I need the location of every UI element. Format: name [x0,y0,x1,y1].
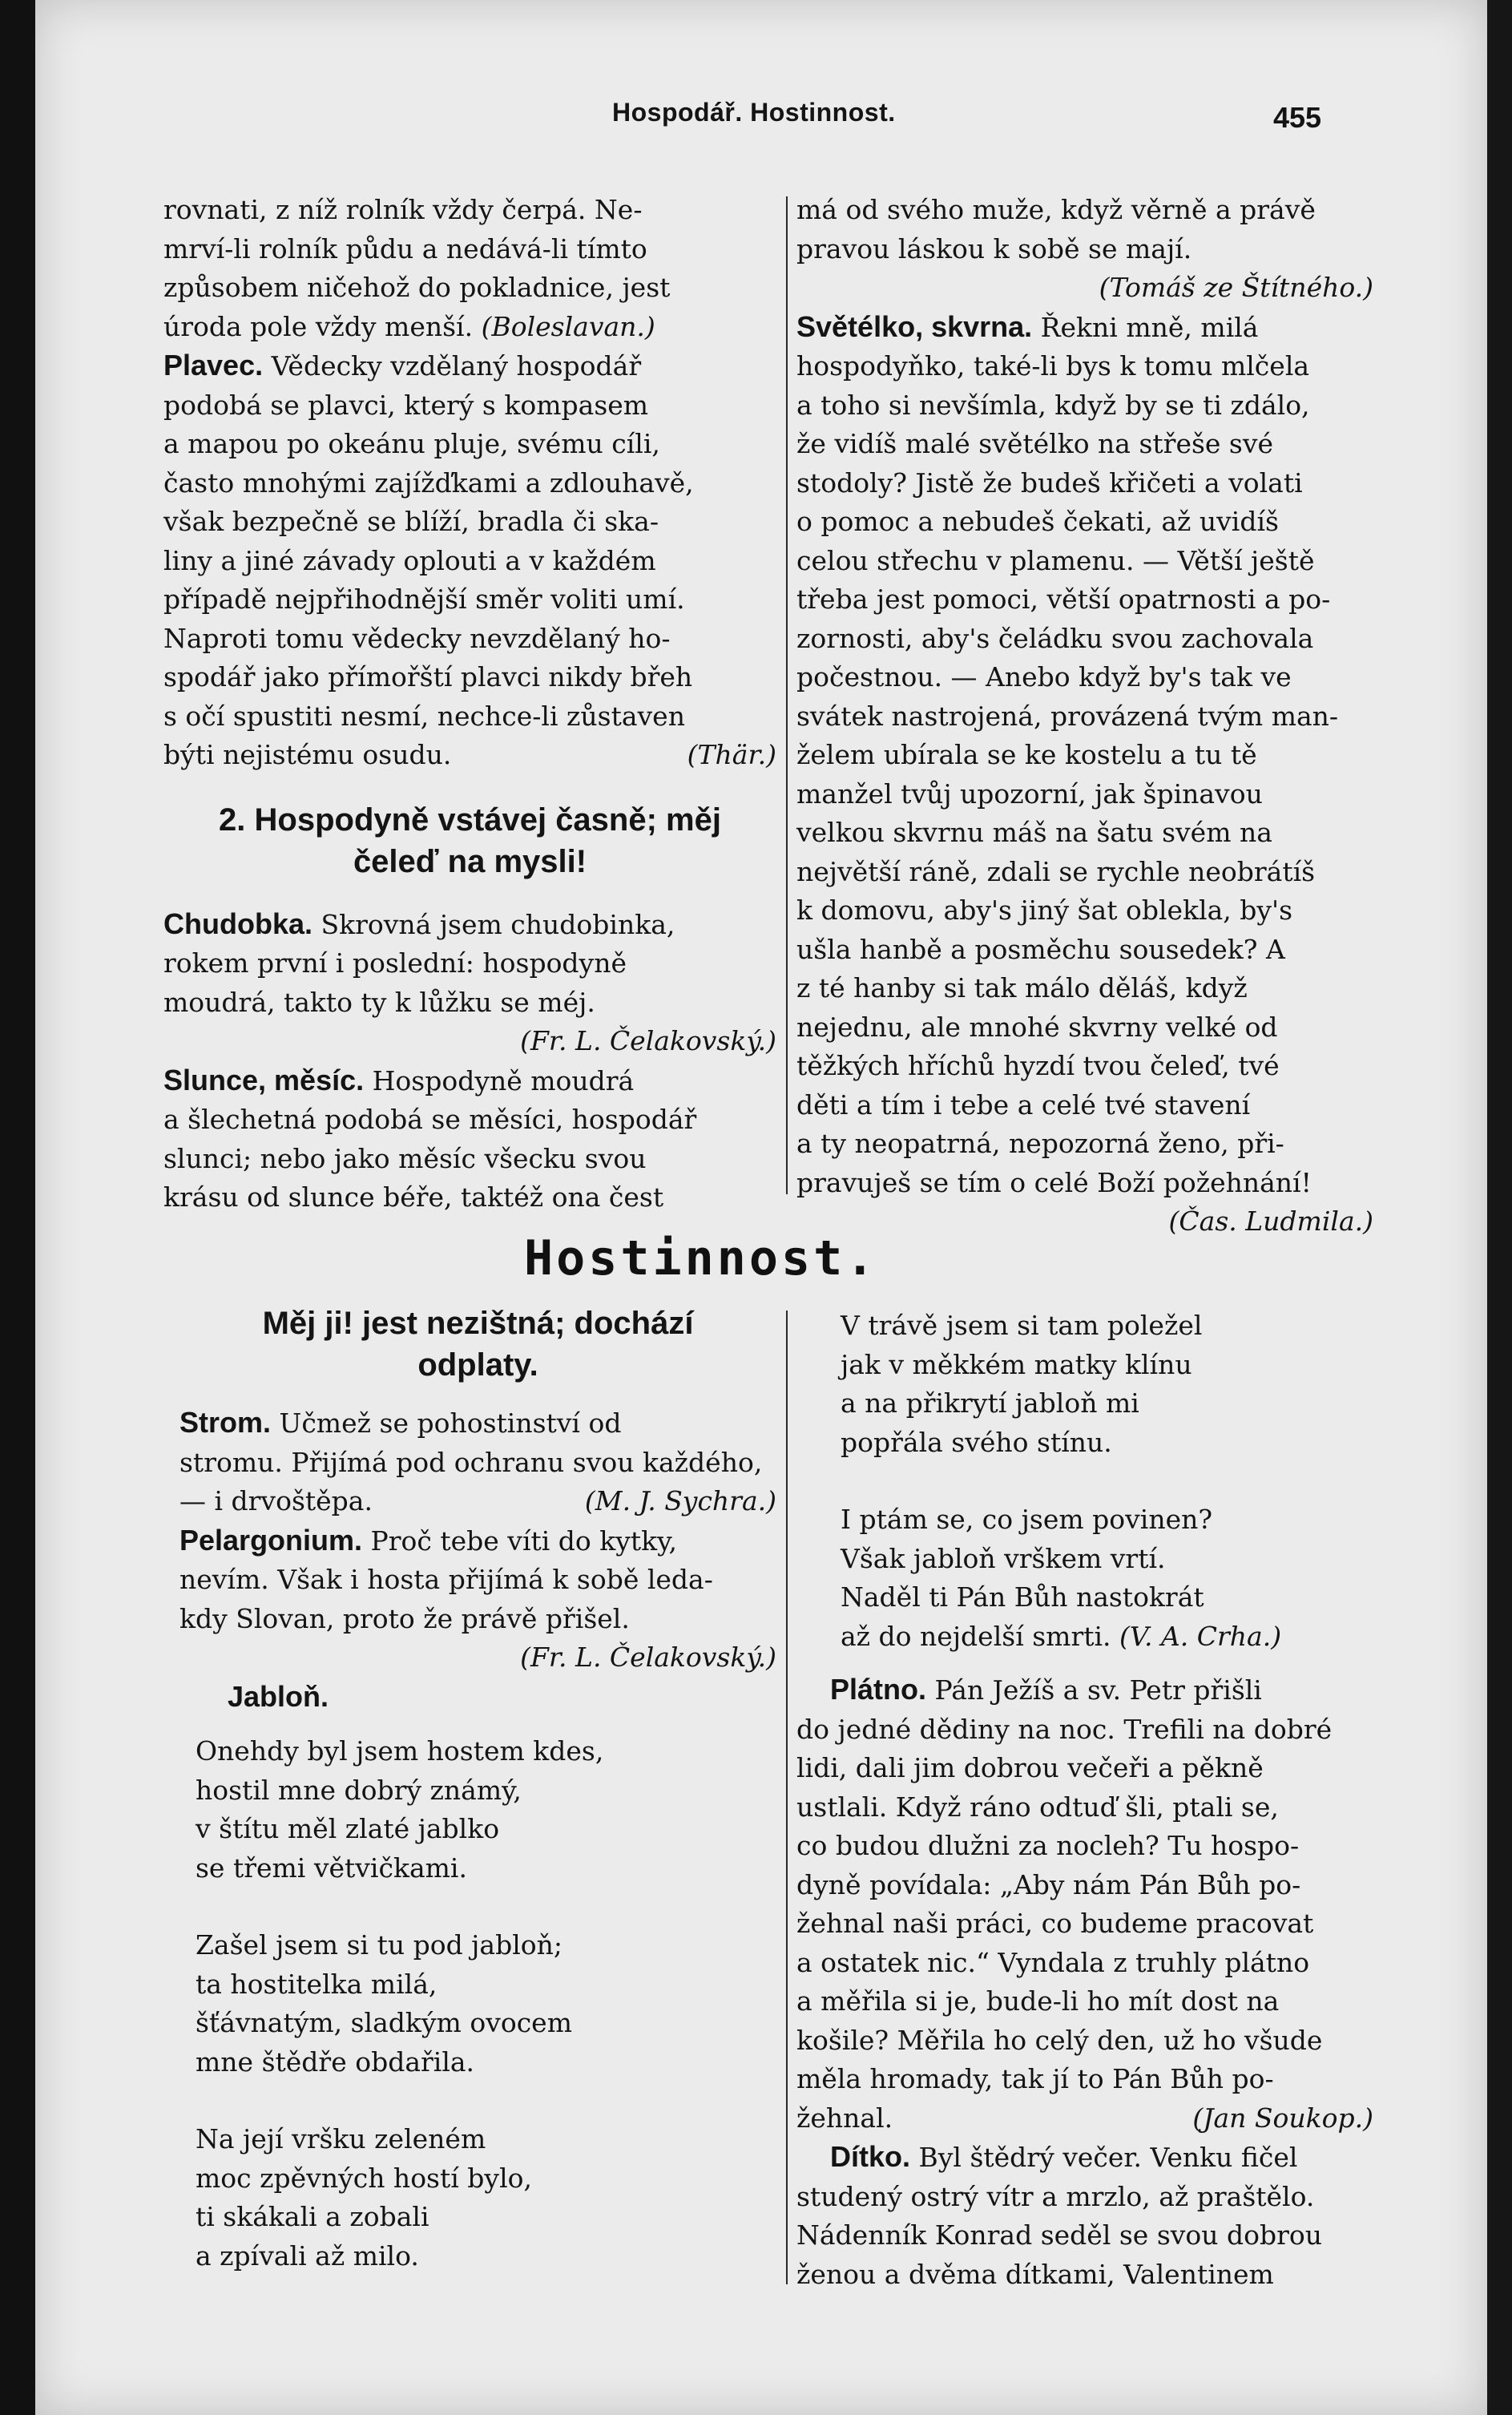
poem-title: Jabloň. [228,1679,329,1713]
source-citation: (V. A. Crha.) [1119,1620,1282,1652]
text-line: nevím. Však i hosta přijímá k sobě leda- [179,1564,713,1595]
running-header: Hospodář. Hostinnost. [612,98,896,127]
text-line: velkou skvrnu máš na šatu svém na [796,817,1272,848]
text-line: slunci; nebo jako měsíc všecku svou [163,1142,647,1174]
verse-line: a na přikrytí jabloň mi [841,1387,1139,1419]
text-line: Naproti tomu vědecky nevzdělaný ho- [163,622,671,654]
text-line: často mnohými zajížďkami a zdlouhavě, [163,466,694,499]
text-line [163,346,776,386]
text-line: manžel tvůj upozorní, jak špinavou [796,777,1263,810]
verse-line: Na její vršku zeleném [196,2123,486,2155]
text-line: stromu. Přijímá pod ochranu svou každého, [179,1446,763,1478]
text-fragment: býti nejistému osudu. [163,739,452,770]
source-citation: (Tomáš ze Štítného.) [1099,272,1373,303]
text-line: o pomoc a nebudeš čekati, až uvidíš [796,506,1279,537]
verse-line: Onehdy byl jsem hostem kdes, [196,1735,604,1767]
text-line: krásu od slunce béře, taktéž ona čest [163,1181,664,1213]
heading-line: čeleď na mysli! [353,843,587,879]
text-line: podobá se plavci, který s kompasem [163,389,649,421]
source-citation: (M. J. Sychra.) [584,1485,776,1516]
poem-stanza [179,1732,776,2276]
text-line: žehnal naši práci, co budeme pracovat [796,1908,1314,1939]
verse-line: ta hostitelka milá, [196,1968,437,2000]
text-line [796,308,1373,348]
text-line [796,2099,1373,2138]
verse-line: šťávnatým, sladkým ovocem [196,2007,573,2038]
text-line: mrví-li rolník půdu a nedává-li tímto [163,232,647,265]
text-line: a toho si nevšímla, když by se ti zdálo, [796,389,1310,421]
keyword-platno: Plátno. [830,1673,927,1706]
top-right-column [796,191,1373,1242]
text-line: želem ubírala se ke kostelu a tu tě [796,739,1257,770]
text-line [796,2138,1373,2178]
text-fragment: Pán Ježíš a sv. Petr přišli [934,1674,1262,1706]
text-line: způsobem ničehož do pokladnice, jest [163,272,671,303]
text-line: počestnou. — Anebo když by's tak ve [796,661,1292,693]
text-line: těžkých hříchů hyzdí tvou čeleď, tvé [796,1050,1280,1081]
text-line: měla hromady, tak jí to Pán Bůh po- [796,2063,1274,2094]
text-fragment: — i drvoštěpa. [179,1485,373,1516]
text-line: ušla hanbě a posměchu sousedek? A [796,933,1285,965]
verse-line: Však jabloň vrškem vrtí. [841,1542,1166,1574]
verse-line: Zašel jsem si tu pod jabloň; [196,1929,563,1961]
text-line: do jedné dědiny na noc. Trefili na dobré [796,1713,1333,1745]
source-citation: (Boleslavan.) [481,310,655,342]
subsection-heading [179,1302,776,1386]
text-line [796,1670,1373,1710]
keyword-svetelko: Světélko, skvrna. [796,309,1033,343]
text-line: s očí spustiti nesmí, nechce-li zůstaven [163,700,685,732]
scan-edge-left [0,0,35,2415]
text-line: z té hanby si tak málo děláš, když [796,972,1248,1004]
text-line: rovnati, z níž rolník vždy čerpá. Ne- [163,194,643,225]
text-line: a šlechetná podobá se měsíci, hospodář [163,1104,697,1135]
verse-line: moc zpěvných hostí bylo, [196,2162,532,2194]
text-fragment: Hospodyně moudrá [372,1064,635,1096]
text-line: zornosti, aby's čeládku svou zachovala [796,622,1314,654]
text-line: k domovu, aby's jiný šat oblekla, by's [796,895,1293,926]
keyword-strom: Strom. [179,1406,272,1439]
verse-line: Naděl ti Pán Bůh nastokrát [841,1581,1204,1613]
text-line: liny a jiné závady oplouti a v každém [163,544,656,576]
source-citation: (Fr. L. Čelakovský.) [520,1642,776,1673]
text-fragment: Vědecky vzdělaný hospodář [271,350,642,382]
verse-line: ti skákali a zobali [196,2201,429,2232]
text-line: studený ostrý vítr a mrzlo, až praštělo. [796,2180,1315,2212]
verse-line [841,1617,1373,1657]
text-line: že vidíš malé světélko na střeše své [796,428,1274,459]
text-line: svátek nastrojená, provázená tvým man- [796,700,1339,732]
text-line: však bezpečně se blíží, bradla či ska- [163,506,659,537]
text-fragment: úroda pole vždy menší. [163,310,474,342]
verse-line: a zpívali až milo. [196,2239,419,2272]
verse-line: v štítu měl zlaté jablko [196,1813,500,1844]
text-line: moudrá, takto ty k lůžku se méj. [163,986,595,1018]
text-line: kdy Slovan, proto že právě přišel. [179,1602,630,1634]
keyword-ditko: Dítko. [830,2140,911,2173]
section-heading-2 [163,799,776,882]
verse-line: hostil mne dobrý známý, [196,1774,522,1806]
text-line: lidi, dali jim dobrou večeři a pěkně [796,1752,1264,1783]
verse-line: jak v měkkém matky klínu [841,1348,1192,1380]
verse-line: se třemi větvičkami. [196,1852,467,1884]
text-line: a měřila si je, bude-li ho mít dost na [796,1985,1280,2017]
source-citation: (Jan Soukop.) [1192,2102,1373,2134]
text-fragment: Proč tebe víti do kytky, [370,1525,677,1557]
text-line: Nádenník Konrad seděl se svou dobrou [796,2219,1323,2251]
verse-line: I ptám se, co jsem povinen? [841,1504,1213,1535]
text-line: dyně povídala: „Aby nám Pán Bůh po- [796,1868,1301,1900]
text-line [163,736,776,775]
bottom-left-column [179,1302,776,2276]
text-line: má od svého muže, když věrně a právě [796,194,1316,225]
poem-stanza [796,1306,1373,1656]
text-line: případě nejpřihodnější směr voliti umí. [163,584,685,615]
text-fragment: Učmež se pohostinství od [279,1407,622,1439]
text-line: a ostatek nic.“ Vyndala z truhly plátno [796,1946,1310,1978]
text-line [163,308,776,347]
text-line: pravou láskou k sobě se mají. [796,232,1192,265]
keyword-plavec: Plavec. [163,349,264,382]
top-left-column [163,191,776,1218]
text-line: ustlali. Když ráno odtuď šli, ptali se, [796,1791,1279,1823]
verse-line: V trávě jsem si tam poležel [841,1310,1203,1341]
bottom-right-column [796,1306,1373,2294]
text-line [179,1482,776,1521]
text-line [179,1521,776,1561]
source-citation: (Čas. Ludmila.) [1168,1205,1373,1237]
book-page [35,0,1487,2415]
text-fragment: Skrovná jsem chudobinka, [321,908,675,940]
heading-line: odplaty. [417,1347,538,1383]
text-line: rokem první i poslední: hospodyně [163,947,627,979]
text-line [179,1403,776,1444]
text-fragment: žehnal. [796,2102,893,2134]
keyword-slunce: Slunce, měsíc. [163,1063,365,1096]
text-line: košile? Měřila ho celý den, už ho všude [796,2024,1323,2056]
text-line: třeba jest pomoci, větší opatrnosti a po- [796,584,1331,615]
text-line: hospodyňko, také-li bys k tomu mlčela [796,350,1310,382]
text-line: spodář jako přímořští plavci nikdy břeh [163,661,693,693]
text-line: ženou a dvěma dítkami, Valentinem [796,2258,1274,2290]
text-line: nejednu, ale mnohé skvrny velké od [796,1011,1278,1043]
scan-edge-right [1487,0,1512,2415]
column-divider [786,1310,788,2284]
keyword-chudobka: Chudobka. [163,907,312,940]
keyword-pelargonium: Pelargonium. [179,1523,363,1557]
section-title-hostinnost: Hostinnost. [524,1230,878,1286]
text-fragment: až do nejdelší smrti. [841,1620,1111,1652]
text-line: co budou dlužni za nocleh? Tu hospo- [796,1830,1300,1861]
text-fragment: Byl štědrý večer. Venku fičel [918,2142,1298,2173]
text-line: a ty neopatrná, nepozorná ženo, při- [796,1128,1284,1159]
heading-line: 2. Hospodyně vstávej časně; měj [219,802,721,838]
text-fragment: Řekni mně, milá [1040,311,1259,343]
source-citation: (Thär.) [687,739,776,770]
text-line: pravuješ se tím o celé Boží požehnání! [796,1166,1312,1198]
text-line [163,1061,776,1101]
heading-line: Měj ji! jest nezištná; dochází [262,1306,694,1341]
text-line: děti a tím i tebe a celé tvé stavení [796,1088,1251,1121]
page-number: 455 [1273,101,1322,134]
text-line: stodoly? Jistě že budeš křičeti a volati [796,466,1303,499]
text-line: a mapou po okeánu pluje, svému cíli, [163,428,660,459]
source-citation: (Fr. L. Čelakovský.) [520,1025,776,1056]
column-divider [786,196,788,1194]
text-line [163,905,776,945]
text-line: celou střechu v plamenu. — Větší ještě [796,544,1315,576]
verse-line: popřála svého stínu. [841,1426,1112,1458]
text-line: největší ráně, zdali se rychle neobrátíš [796,855,1316,887]
verse-line: mne štědře obdařila. [196,2045,475,2078]
